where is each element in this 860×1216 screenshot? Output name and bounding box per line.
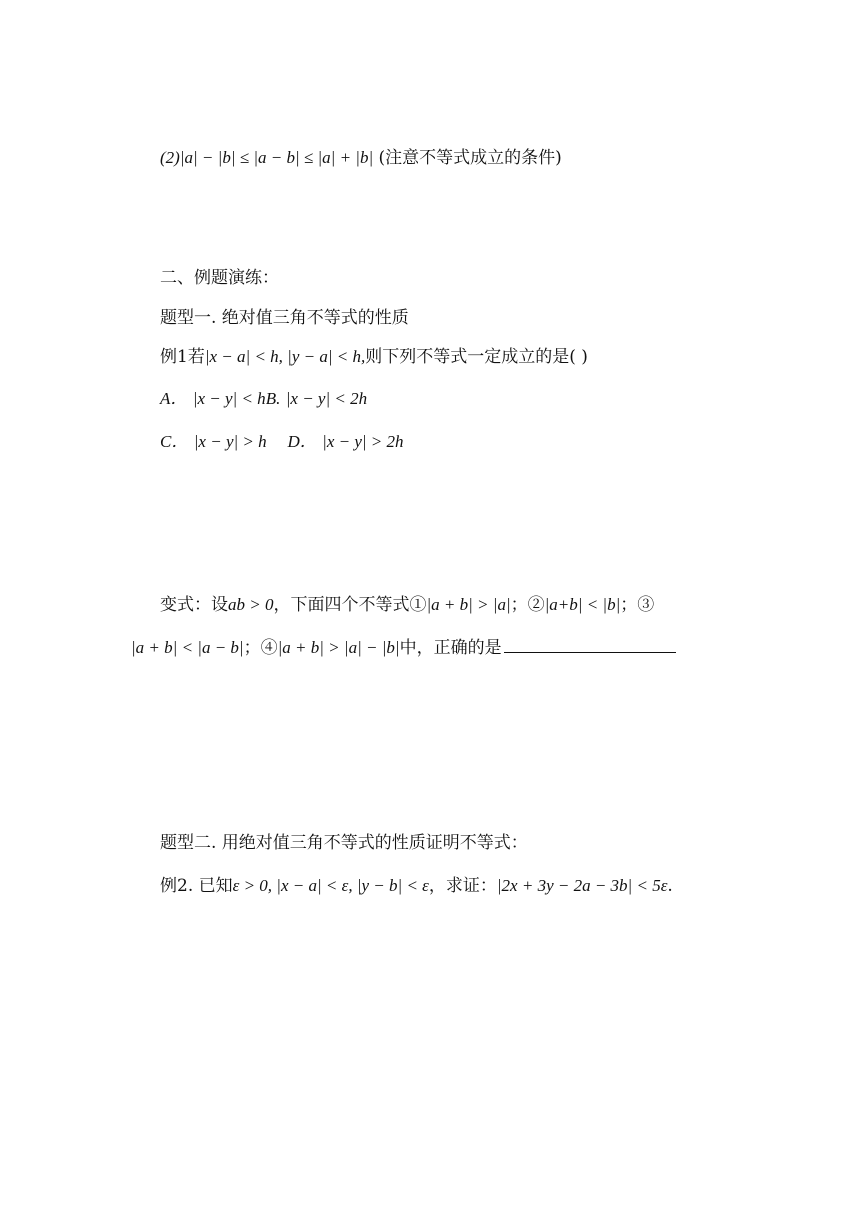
- example-1-condition: |x − a| < h, |y − a| < h,: [204, 347, 366, 366]
- variant-tail: 中，正确的是: [399, 638, 502, 658]
- variant-inequality-1: |a + b| > |a|: [426, 595, 511, 614]
- section-title: 二、例题演练：: [160, 268, 279, 288]
- property-2-formula: (2)|a| − |b| ≤ |a − b| ≤ |a| + |b|: [160, 148, 374, 167]
- variant-separator-2: ；③: [620, 595, 655, 615]
- option-d-expression: |x − y| > 2h: [322, 432, 404, 451]
- options-row-2: [160, 430, 404, 454]
- variant-prefix: 变式：设: [160, 595, 228, 615]
- option-b-label: B.: [265, 389, 281, 408]
- example-2-prefix: 例2. 已知: [160, 876, 233, 896]
- example-2-line: [160, 874, 673, 898]
- example-1-line: [160, 345, 588, 369]
- option-d-label: D．: [287, 432, 317, 451]
- option-c-expression: |x − y| > h: [193, 432, 267, 451]
- option-b-expression: |x − y| < 2h: [285, 389, 368, 408]
- option-a-label: A．: [160, 389, 188, 408]
- variant-line-1: [160, 593, 654, 617]
- option-c-label: C．: [160, 432, 189, 451]
- options-row-1: [160, 387, 367, 411]
- example-1-prefix: 例1若: [160, 347, 205, 367]
- property-2-line: [160, 146, 562, 170]
- variant-mid: ，下面四个不等式①: [273, 595, 427, 615]
- variant-inequality-4: |a + b| > |a| − |b|: [277, 638, 400, 657]
- type-1-title: 题型一. 绝对值三角不等式的性质: [160, 308, 409, 328]
- type-2-title: 题型二. 用绝对值三角不等式的性质证明不等式：: [160, 833, 528, 853]
- variant-line-2: [131, 634, 676, 660]
- answer-blank[interactable]: [504, 634, 676, 653]
- variant-separator-3: ；④: [243, 638, 278, 658]
- example-2-claim: |2x + 3y − 2a − 3b| < 5ε: [496, 876, 668, 895]
- example-2-condition: ε > 0, |x − a| < ε, |y − b| < ε: [232, 876, 429, 895]
- variant-separator-1: ；②: [510, 595, 545, 615]
- variant-condition: ab > 0: [228, 595, 274, 614]
- variant-inequality-3: |a + b| < |a − b|: [131, 638, 244, 657]
- variant-inequality-2: |a+b| < |b|: [544, 595, 621, 614]
- property-2-note: (注意不等式成立的条件): [378, 148, 562, 168]
- example-2-mid: ，求证：: [428, 876, 497, 896]
- example-2-end: .: [667, 876, 673, 896]
- option-a-expression: |x − y| < h: [192, 389, 266, 408]
- example-1-suffix: 则下列不等式一定成立的是( ): [365, 347, 588, 367]
